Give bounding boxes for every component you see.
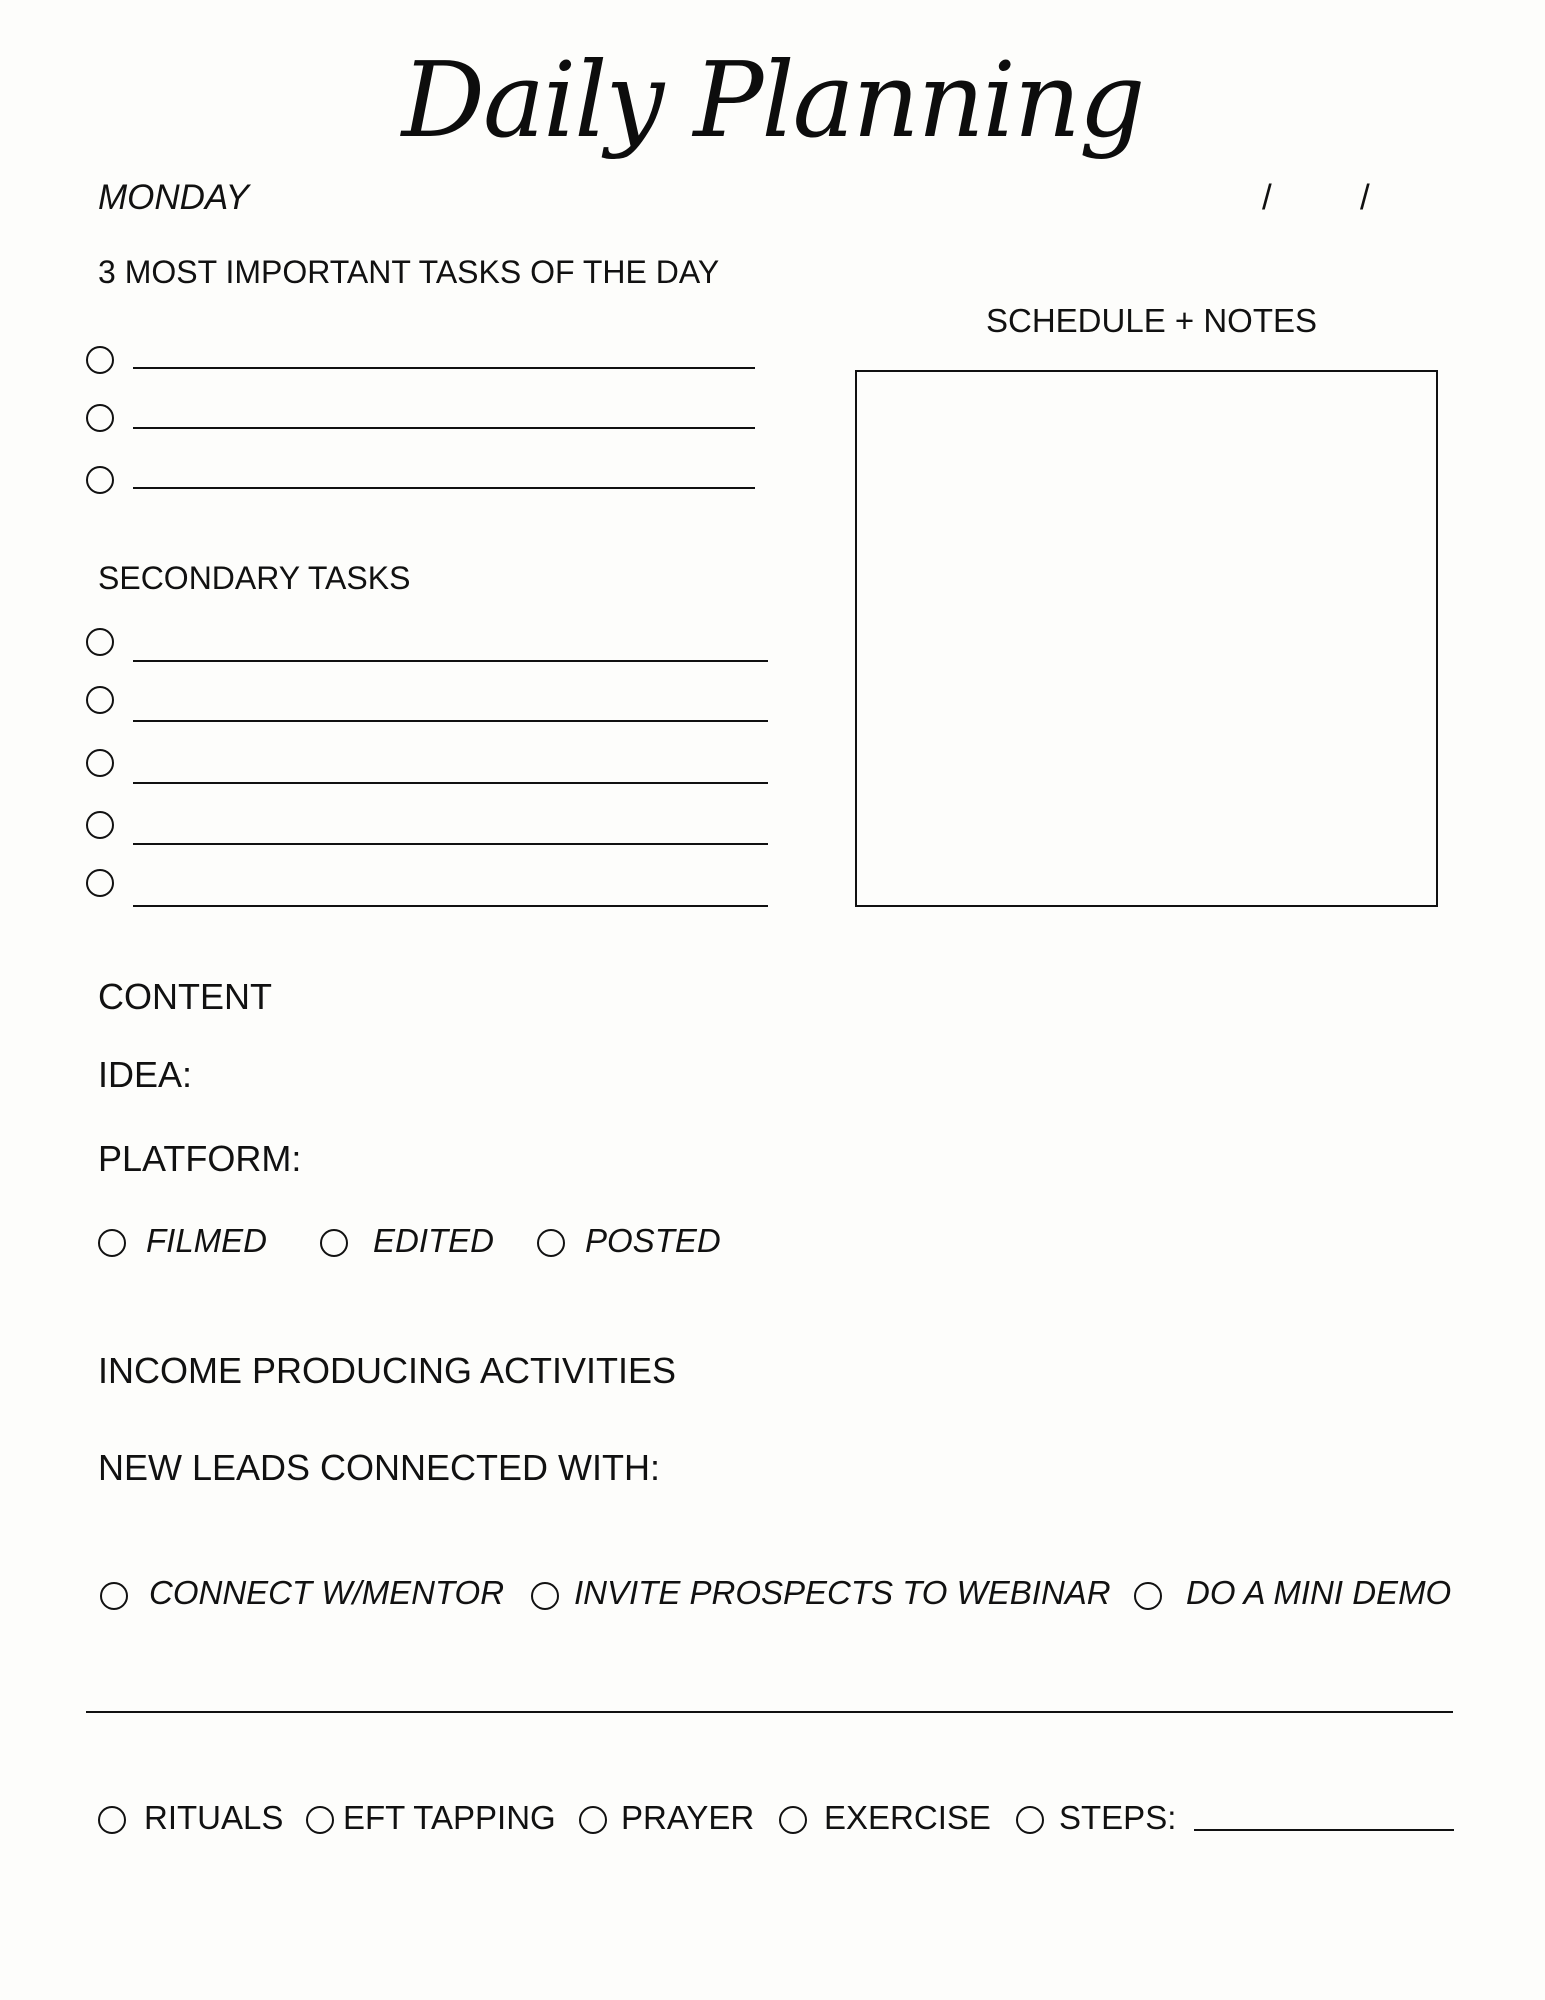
date-separator: / [1262,178,1272,217]
prayer-label: PRAYER [621,1799,755,1836]
connect-mentor-label: CONNECT W/MENTOR [149,1574,505,1611]
eft-tapping-label: EFT TAPPING [343,1799,556,1836]
posted-label: POSTED [585,1222,721,1259]
secondary-task-checkbox[interactable] [86,869,114,897]
secondary-task-checkbox[interactable] [86,628,114,656]
secondary-task-line[interactable] [133,660,768,662]
rituals-checkbox[interactable] [98,1806,126,1834]
task-checkbox[interactable] [86,404,114,432]
invite-prospects-checkbox[interactable] [531,1582,559,1610]
invite-prospects-label: INVITE PROSPECTS TO WEBINAR [574,1574,1111,1611]
filmed-label: FILMED [146,1222,268,1259]
new-leads-label: NEW LEADS CONNECTED WITH: [98,1447,661,1488]
secondary-task-line[interactable] [133,843,768,845]
eft-tapping-checkbox[interactable] [306,1806,334,1834]
edited-checkbox[interactable] [320,1229,348,1257]
task-checkbox[interactable] [86,346,114,374]
exercise-label: EXERCISE [824,1799,991,1836]
important-tasks-heading: 3 MOST IMPORTANT TASKS OF THE DAY [98,254,720,290]
steps-line[interactable] [1194,1829,1454,1831]
filmed-checkbox[interactable] [98,1229,126,1257]
task-line[interactable] [133,367,755,369]
secondary-task-checkbox[interactable] [86,811,114,839]
secondary-task-line[interactable] [133,782,768,784]
secondary-task-checkbox[interactable] [86,686,114,714]
posted-checkbox[interactable] [537,1229,565,1257]
mini-demo-label: DO A MINI DEMO [1186,1574,1452,1611]
prayer-checkbox[interactable] [579,1806,607,1834]
day-label: MONDAY [98,178,250,217]
edited-label: EDITED [373,1222,495,1259]
idea-label: IDEA: [98,1054,193,1095]
secondary-tasks-heading: SECONDARY TASKS [98,560,411,596]
task-line[interactable] [133,487,755,489]
exercise-checkbox[interactable] [779,1806,807,1834]
date-separator: / [1360,178,1370,217]
divider [86,1711,1453,1713]
connect-mentor-checkbox[interactable] [100,1582,128,1610]
schedule-notes-box[interactable] [855,370,1438,907]
steps-label: STEPS: [1059,1799,1177,1836]
page-title: Daily Planning [401,39,1144,161]
secondary-task-line[interactable] [133,720,768,722]
secondary-task-checkbox[interactable] [86,749,114,777]
schedule-heading: SCHEDULE + NOTES [986,302,1317,339]
task-line[interactable] [133,427,755,429]
steps-checkbox[interactable] [1016,1806,1044,1834]
task-checkbox[interactable] [86,466,114,494]
rituals-label: RITUALS [144,1799,284,1836]
content-heading: CONTENT [98,976,272,1017]
mini-demo-checkbox[interactable] [1134,1582,1162,1610]
platform-label: PLATFORM: [98,1138,302,1179]
secondary-task-line[interactable] [133,905,768,907]
income-heading: INCOME PRODUCING ACTIVITIES [98,1350,677,1391]
